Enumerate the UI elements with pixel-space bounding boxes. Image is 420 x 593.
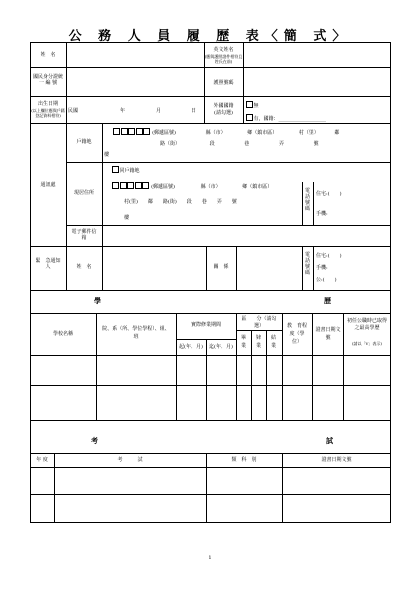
exam-name-header: 考 試	[117, 457, 143, 463]
emergency-mobile: 手機:	[316, 265, 328, 271]
household-floor: 樓	[104, 152, 110, 158]
month-label: 月	[156, 108, 162, 114]
same-as-household-option[interactable]: 同戶籍地	[112, 166, 140, 174]
graduated-header: 畢業	[240, 335, 246, 349]
foreign-nationality-label: 外國國籍	[213, 103, 234, 109]
rule	[312, 313, 313, 420]
rule	[313, 182, 314, 225]
contact-line1: (郵遞區號) 縣（市） 鄉（鎮市區）	[112, 182, 272, 190]
rule	[30, 290, 391, 291]
emergency-phone-label: 電話號碼	[304, 252, 310, 276]
completed-header: 結業	[270, 335, 276, 349]
rule	[30, 67, 391, 68]
education-heading-left: 學	[94, 296, 101, 305]
degree-header: 教 育程 度（學位）	[286, 323, 313, 345]
period-to-header: 迄(年．月)	[209, 344, 233, 350]
highest-education-header: 初任公職時已取得之最高學歷	[347, 318, 388, 331]
rule	[54, 453, 55, 523]
rule	[66, 225, 391, 226]
rule	[30, 123, 391, 124]
none-option-label: 無	[253, 103, 259, 109]
page-number: 1	[208, 555, 212, 561]
has-option[interactable]	[246, 114, 326, 122]
period-from-header: 起(年．月)	[179, 344, 203, 350]
rule	[96, 313, 97, 420]
certificate-header: 證書日期文 號	[315, 327, 346, 341]
rule	[30, 494, 391, 495]
rule	[30, 313, 391, 314]
contact-line2: 村(里) 鄰 路(街) 段 巷 弄 號	[124, 199, 237, 205]
emergency-label: 緊 急通知人	[35, 258, 61, 270]
contact-phone-label: 電話號碼	[304, 188, 310, 212]
contact-mobile: 手機:	[316, 211, 328, 217]
exam-heading-right: 試	[326, 436, 333, 445]
rule	[102, 246, 103, 290]
rule	[282, 313, 283, 420]
current-residence-label: 現居住所	[73, 190, 94, 196]
emergency-name-label: 姓 名	[76, 264, 92, 270]
exam-certificate-header: 證書日期文號	[321, 457, 352, 463]
day-label: 日	[191, 108, 197, 114]
ongoing-header: 肄業	[255, 335, 261, 349]
passport-label: 護照號碼	[213, 80, 234, 86]
form-title: 公 務 人 員 履 歷 表〈簡 式〉	[68, 29, 352, 44]
rule	[236, 313, 237, 420]
rule	[30, 96, 391, 97]
rule	[30, 246, 391, 247]
rule	[236, 246, 237, 290]
status-header: 區 分（請勾選）	[241, 316, 277, 329]
rule	[66, 42, 67, 290]
emergency-home-phone: 住宅:( )	[316, 253, 342, 259]
education-heading-right: 歷	[324, 296, 331, 305]
department-header: 院、系（所、學位學程）、組、班	[102, 326, 170, 340]
household-label: 戶籍地	[76, 139, 92, 145]
email-label: 電子郵件信 箱	[71, 229, 107, 241]
rule	[282, 453, 283, 523]
rule	[66, 162, 391, 163]
checkbox-icon	[246, 114, 253, 121]
exam-heading-left: 考	[91, 436, 98, 445]
english-name-note: (應與護照證件相符且姓氏在前)	[204, 54, 243, 64]
emergency-office: 公:( )	[316, 277, 337, 283]
has-option-label: 有，國籍：___________________	[253, 116, 327, 122]
emergency-relation-label: 關 係	[213, 264, 229, 270]
exam-year-header: 年 度	[36, 457, 48, 463]
name-label: 姓 名	[40, 52, 56, 58]
rule	[30, 420, 391, 421]
exam-class-header: 類 科 別	[231, 457, 257, 463]
rule	[236, 330, 282, 331]
foreign-nationality-note: (請勾選)	[214, 110, 233, 116]
rule	[206, 339, 207, 420]
id-number-label: 國民身分證統 一 編 號	[32, 74, 63, 86]
rule	[30, 355, 391, 356]
birth-note: (以上欄位應與戶籍登記資料相符)	[31, 108, 65, 118]
household-line1: (郵遞區號) 縣（市） 鄉（鎮市區） 村（里） 鄰	[113, 128, 339, 136]
checkbox-icon	[112, 166, 119, 173]
household-line2: 路（街） 段 巷 弄 號	[160, 141, 319, 147]
checkbox-icon	[246, 101, 253, 108]
english-name-label: 英文姓名	[213, 47, 234, 53]
period-header: 實際修業期間	[190, 322, 221, 328]
rule	[176, 313, 177, 420]
birth-label: 出生日期	[37, 101, 58, 107]
rule	[206, 453, 207, 523]
rule	[266, 330, 267, 420]
rule	[30, 467, 391, 468]
rule	[251, 330, 252, 420]
contact-label: 通訊處	[40, 182, 56, 188]
rule	[313, 246, 314, 290]
highest-education-note: (請以「V」表示)	[351, 341, 382, 346]
contact-home-phone: 住宅:( )	[316, 191, 342, 197]
contact-floor: 樓	[124, 215, 130, 221]
school-name-header: 學校名稱	[52, 331, 73, 337]
rule	[243, 42, 244, 123]
year-label: 年	[120, 108, 126, 114]
rule	[102, 123, 103, 162]
none-option[interactable]	[246, 101, 259, 109]
rule	[30, 453, 391, 454]
era-label: 民國	[68, 108, 79, 114]
rule	[30, 385, 391, 386]
